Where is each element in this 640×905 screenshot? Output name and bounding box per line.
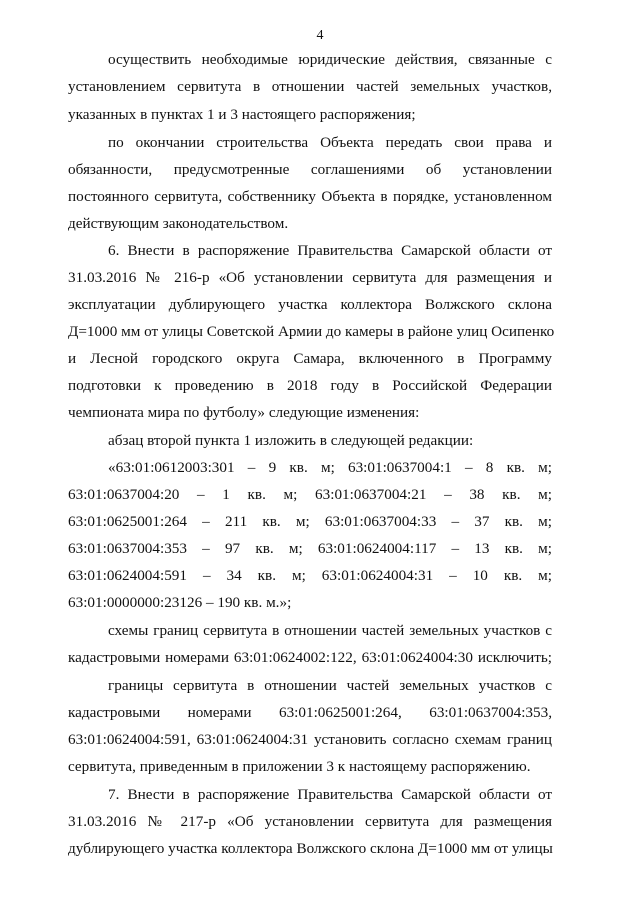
text-line: 63:01:0625001:264 – 211 кв. м; 63:01:0637004:33 – 37 кв. м; [68, 513, 552, 530]
text-line: «63:01:0612003:301 – 9 кв. м; 63:01:0637004:1 – 8 кв. м; [108, 459, 552, 476]
text-line: эксплуатации дублирующего участка коллектора Волжского склона [68, 296, 552, 313]
text-line: абзац второй пункта 1 изложить в следующей редакции: [108, 432, 474, 449]
text-line: кадастровыми номерами 63:01:0624002:122, 63:01:0624004:30 исключить; [68, 649, 552, 666]
text-line: 7. Внести в распоряжение Правительства Самарской области от [108, 786, 552, 803]
text-line: 63:01:0637004:353 – 97 кв. м; 63:01:0624004:117 – 13 кв. м; [68, 540, 552, 557]
text-line: кадастровыми номерами 63:01:0625001:264, 63:01:0637004:353, [68, 704, 552, 721]
text-line: сервитута, приведенным в приложении 3 к настоящему распоряжению. [68, 758, 531, 775]
text-line: Д=1000 мм от улицы Советской Армии до камеры в районе улиц Осипенко [68, 323, 555, 340]
text-line: схемы границ сервитута в отношении частей земельных участков с [108, 622, 552, 639]
text-line: дублирующего участка коллектора Волжского склона Д=1000 мм от улицы [68, 840, 553, 857]
text-line: действующим законодательством. [68, 215, 289, 232]
text-line: 31.03.2016 № 216-р «Об установлении сервитута для размещения и [68, 269, 552, 286]
text-line: 63:01:0624004:591 – 34 кв. м; 63:01:0624004:31 – 10 кв. м; [68, 567, 552, 584]
text-line: 31.03.2016 № 217-р «Об установлении сервитута для размещения [68, 813, 552, 830]
text-line: постоянного сервитута, собственнику Объекта в порядке, установленном [68, 188, 552, 205]
text-line: 63:01:0000000:23126 – 190 кв. м.»; [68, 594, 292, 611]
text-line: и Лесной городского округа Самара, включенного в Программу [68, 350, 552, 367]
text-line: 6. Внести в распоряжение Правительства Самарской области от [108, 242, 552, 259]
text-line: чемпионата мира по футболу» следующие изменения: [68, 404, 420, 421]
text-line: 63:01:0637004:20 – 1 кв. м; 63:01:0637004:21 – 38 кв. м; [68, 486, 552, 503]
text-line: границы сервитута в отношении частей земельных участков с [108, 677, 552, 694]
text-line: обязанности, предусмотренные соглашениями об установлении [68, 161, 552, 178]
text-line: указанных в пунктах 1 и 3 настоящего распоряжения; [68, 106, 416, 123]
text-line: по окончании строительства Объекта передать свои права и [108, 134, 552, 151]
text-line: осуществить необходимые юридические действия, связанные с [108, 51, 552, 68]
text-line: установлением сервитута в отношении частей земельных участков, [68, 78, 552, 95]
text-line: подготовки к проведению в 2018 году в Российской Федерации [68, 377, 552, 394]
text-line: 63:01:0624004:591, 63:01:0624004:31 установить согласно схемам границ [68, 731, 552, 748]
page-number: 4 [316, 28, 324, 43]
